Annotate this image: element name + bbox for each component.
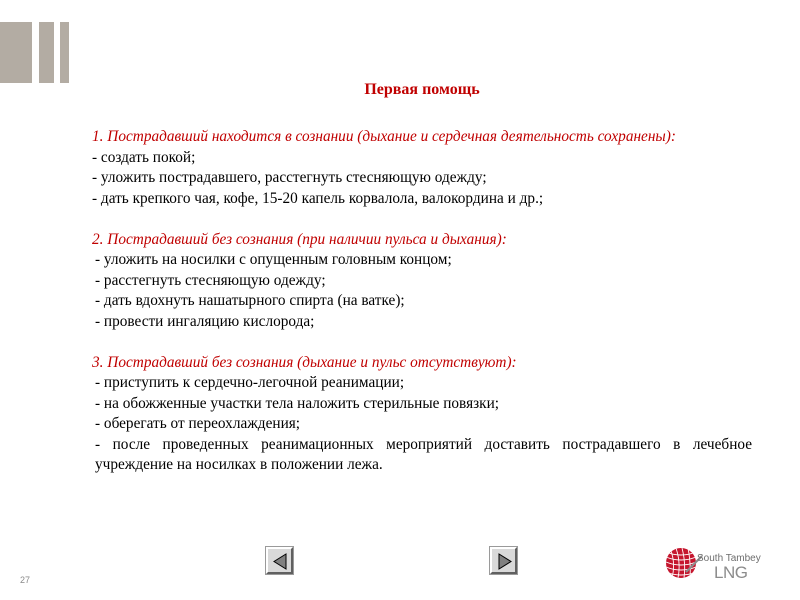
list-item: - дать крепкого чая, кофе, 15-20 капель корвалола, валокордина и др.; bbox=[92, 189, 544, 207]
page-number: 27 bbox=[20, 575, 31, 585]
list-item: - провести ингаляцию кислорода; bbox=[95, 312, 315, 330]
decorative-bar bbox=[39, 22, 54, 83]
list-item: - создать покой; bbox=[92, 148, 196, 166]
list-item: - расстегнуть стесняющую одежду; bbox=[95, 271, 326, 289]
section-heading: 3. Пострадавший без сознания (дыхание и пульс отсутствуют): bbox=[92, 353, 517, 371]
decorative-bar bbox=[60, 22, 69, 83]
list-item: - уложить пострадавшего, расстегнуть стесняющую одежду; bbox=[92, 169, 487, 186]
triangle-left-icon bbox=[271, 552, 290, 571]
globe-icon bbox=[664, 544, 704, 584]
logo-text: LNG bbox=[714, 563, 748, 582]
logo-text: South Tambey bbox=[697, 553, 761, 564]
list-item: - оберегать от переохлаждения; bbox=[95, 415, 301, 432]
slide-content bbox=[92, 127, 752, 476]
list-item: - приступить к сердечно-легочной реанимации; bbox=[95, 374, 405, 391]
next-slide-button[interactable] bbox=[490, 547, 517, 574]
company-logo bbox=[664, 544, 774, 584]
previous-slide-button[interactable] bbox=[266, 547, 293, 574]
list-item: - на обожженные участки тела наложить стерильные повязки; bbox=[95, 394, 500, 412]
decorative-bar bbox=[0, 22, 32, 83]
triangle-right-icon bbox=[495, 552, 514, 571]
section-heading: 2. Пострадавший без сознания (при наличии пульса и дыхания): bbox=[92, 230, 507, 248]
slide-title: Первая помощь bbox=[364, 81, 480, 98]
list-item: - уложить на носилки с опущенным головным концом; bbox=[95, 251, 452, 268]
section-heading: 1. Пострадавший находится в сознании (дыхание и сердечная деятельность сохранены): bbox=[92, 128, 676, 145]
list-item: - после проведенных реанимационных мероприятий доставить пострадавшего в лечебное учреждение на носилках в положении лежа. bbox=[95, 435, 752, 473]
list-item: - дать вдохнуть нашатырного спирта (на ватке); bbox=[95, 292, 405, 309]
